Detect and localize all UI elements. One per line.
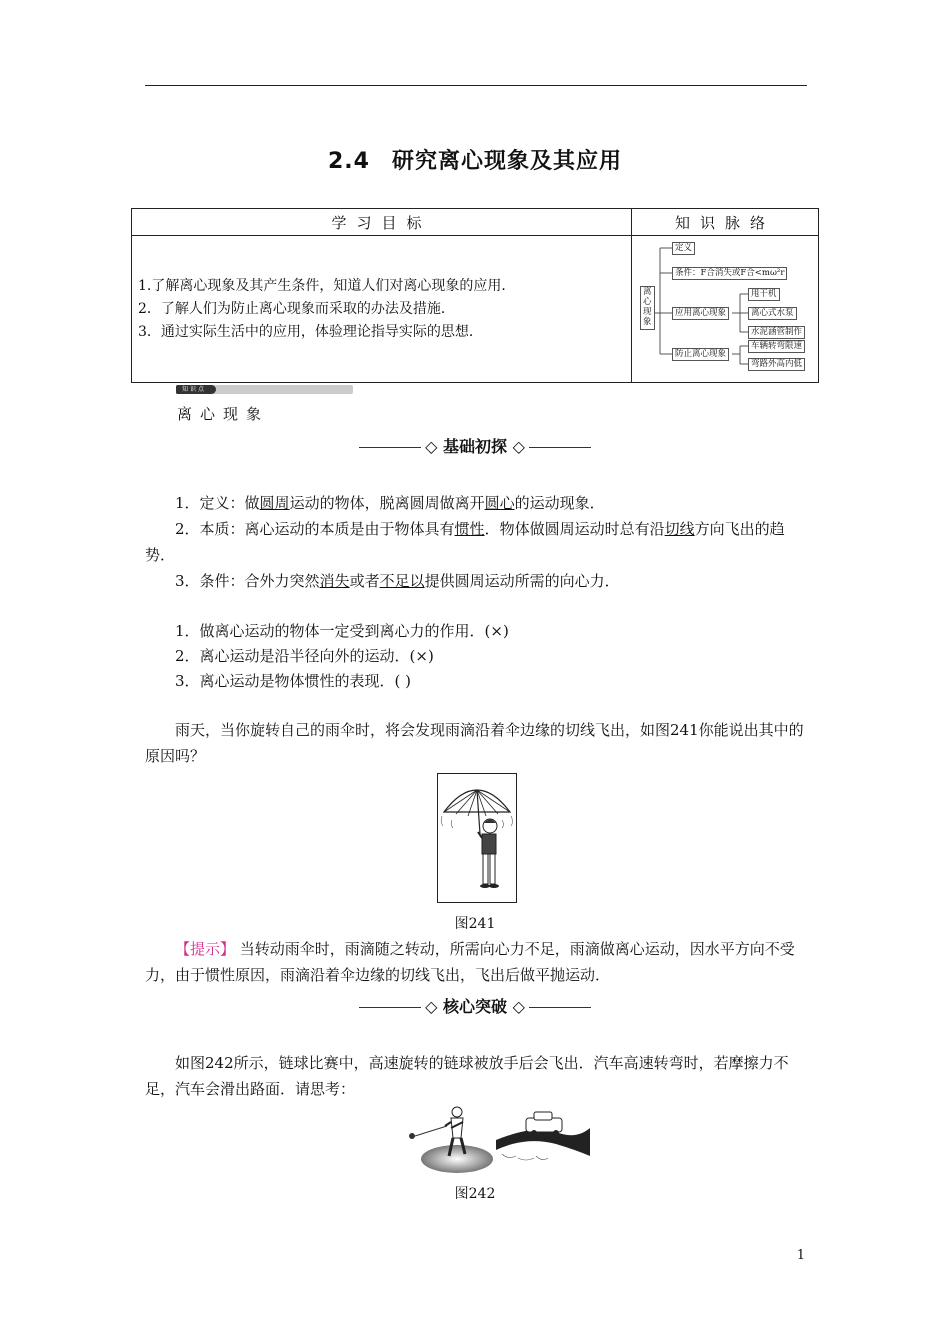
- page-title: [0, 144, 950, 175]
- page-number: 1: [796, 1248, 805, 1263]
- umbrella-figure: [437, 773, 517, 903]
- judgement-item: 2．离心运动是沿半径向外的运动．(×): [175, 647, 434, 665]
- section-heading: 离心现象: [177, 405, 270, 423]
- banner-core: ◇ 核心突破 ◇: [0, 994, 950, 1017]
- blank-answer: 圆心: [484, 494, 515, 512]
- banner-basics-label: 基础初探: [442, 437, 507, 456]
- knowledge-map: [632, 236, 819, 383]
- banner-core-label: 核心突破: [442, 997, 507, 1016]
- banner-basics: ◇ 基础初探 ◇: [0, 434, 950, 457]
- objectives-header: 学习目标: [132, 209, 632, 236]
- mindmap-prev-item: 车辆转弯限速: [748, 340, 805, 353]
- blank-answer: 圆周: [259, 494, 290, 512]
- objective-item: 1.了解离心现象及其产生条件，知道人们对离心现象的应用．: [138, 277, 516, 294]
- basics-definition: 1．定义：做圆周运动的物体，脱离圆周做离开圆心的运动现象．: [175, 494, 605, 512]
- hammer-throw-figure: [405, 1104, 495, 1174]
- mindmap-app-item: 离心式水泵: [748, 307, 797, 320]
- knowledge-header: 知识脉络: [632, 209, 819, 236]
- hint-text: 当转动雨伞时，雨滴随之转动，所需向心力不足，雨滴做离心运动，因水平方向不受力，由于惯性原因，雨滴沿着伞边缘的切线飞出，飞出后做平抛运动．: [145, 940, 795, 984]
- question-text: 雨天，当你旋转自己的雨伞时，将会发现雨滴沿着伞边缘的切线飞出，如图241你能说出其中的原因吗？: [145, 721, 804, 765]
- objective-item: 3．通过实际生活中的应用，体验理论指导实际的思想．: [138, 323, 483, 340]
- car-turn-figure: [496, 1110, 590, 1166]
- figure-caption: 图241: [454, 916, 496, 932]
- title-text: 研究离心现象及其应用: [391, 149, 622, 174]
- blank-answer: 切线: [664, 520, 695, 538]
- objectives-table: [131, 208, 819, 383]
- blank-answer: 不足以: [379, 572, 425, 590]
- mindmap-app-item: 甩干机: [748, 288, 780, 301]
- mindmap-condition: 条件：F合消失或F合<mω²r: [672, 267, 787, 280]
- mindmap-application: 应用离心现象: [672, 307, 729, 320]
- hammer-thrower-illustration: [405, 1104, 495, 1174]
- title-number: 2.4: [328, 149, 370, 174]
- mindmap-root: 离心现象: [640, 286, 655, 330]
- umbrella-boy-illustration: [438, 774, 516, 902]
- car-skid-illustration: [496, 1110, 590, 1166]
- mindmap-prev-item: 弯路外高内低: [748, 358, 805, 371]
- mindmap-prevention: 防止离心现象: [672, 348, 729, 361]
- basics-essence: 2．本质：离心运动的本质是由于物体具有惯性．物体做圆周运动时总有沿切线方向飞出的趋势．: [145, 520, 785, 564]
- blank-answer: 消失: [319, 572, 350, 590]
- tag-label: 知识点: [182, 386, 207, 393]
- hint-paragraph: [145, 936, 807, 988]
- objective-item: 2．了解人们为防止离心现象而采取的办法及措施．: [138, 300, 455, 317]
- knowledge-point-tag: [176, 385, 353, 394]
- header-rule: [145, 85, 807, 86]
- figure-caption: 图242: [454, 1186, 496, 1202]
- objectives-list: [132, 236, 632, 383]
- hint-label: 【提示】: [175, 940, 236, 958]
- judgement-item: 3．离心运动是物体惯性的表现．( ): [175, 672, 412, 690]
- basics-condition: 3．条件：合外力突然消失或者不足以提供圆周运动所需的向心力．: [175, 572, 620, 590]
- mindmap-definition: 定义: [672, 242, 695, 255]
- blank-answer: 惯性: [454, 520, 485, 538]
- core-text: 如图242所示，链球比赛中，高速旋转的链球被放手后会飞出．汽车高速转弯时，若摩擦力不足，汽车会滑出路面．请思考：: [145, 1054, 789, 1098]
- mindmap-app-item: 水泥涵管制作: [748, 326, 805, 339]
- judgement-item: 1．做离心运动的物体一定受到离心力的作用．(×): [175, 622, 509, 640]
